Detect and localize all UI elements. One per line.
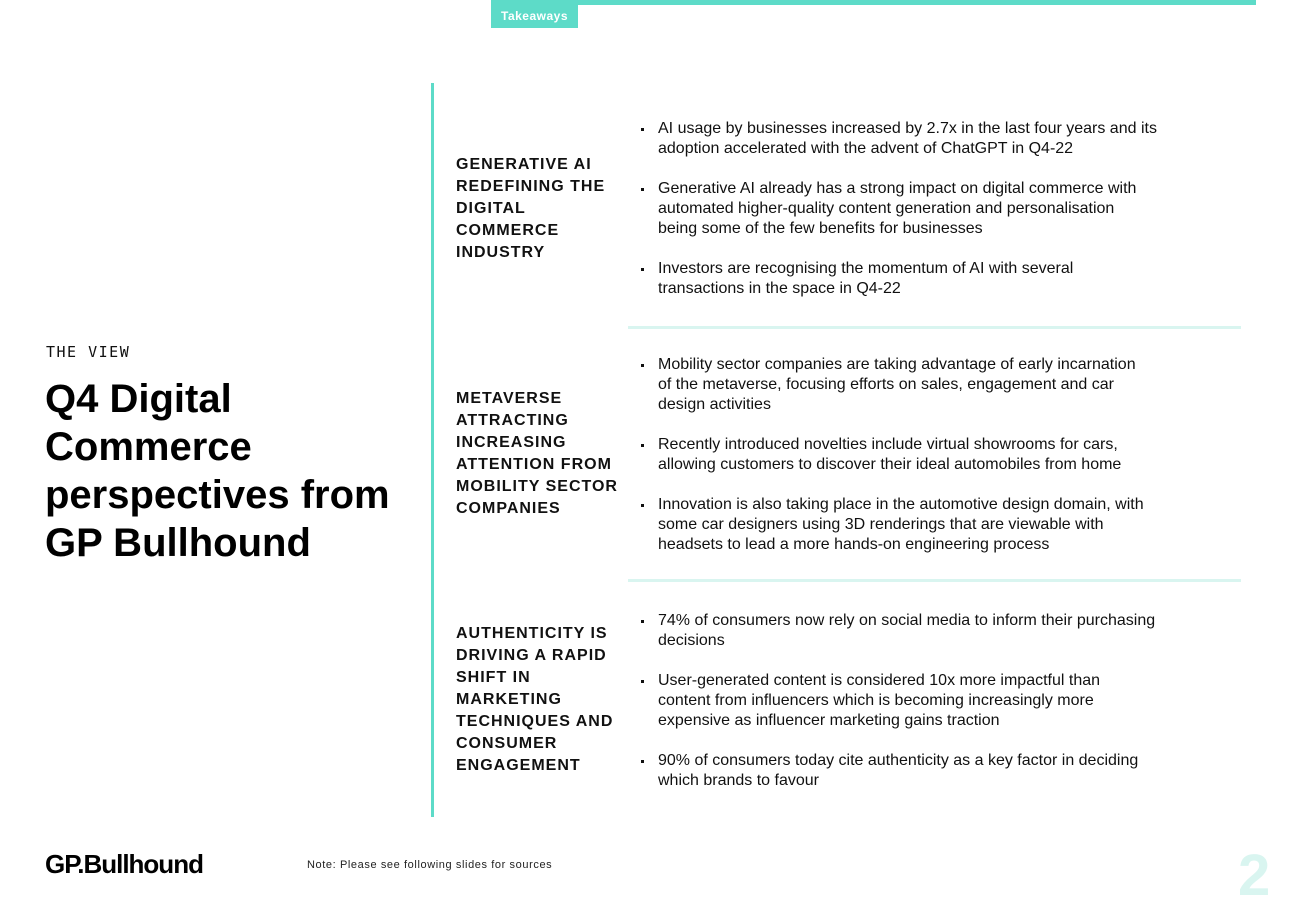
brand-logo: GP.Bullhound [45, 849, 203, 879]
section-title-line: DRIVING A RAPID [456, 647, 607, 664]
section-title-line: CONSUMER [456, 735, 558, 752]
section-divider [628, 579, 1241, 582]
section-divider [628, 326, 1241, 329]
section-title-line: COMMERCE [456, 222, 560, 239]
bullet-list-generative-ai [638, 119, 1228, 319]
section-title-line: INCREASING [456, 434, 567, 451]
section-title-line: ATTENTION FROM [456, 456, 612, 473]
section-title-authenticity [456, 623, 621, 777]
page-title-line: Commerce [45, 425, 252, 469]
top-accent-bar [491, 0, 1256, 5]
section-title-line: DIGITAL [456, 200, 526, 217]
bullet-item: Recently introduced novelties include virtual showrooms for cars, allowing customers to discover their ideal automobiles from home [638, 435, 1228, 475]
bullet-item: Mobility sector companies are taking advantage of early incarnation of the metaverse, focusing efforts on sales, engagement and car design activities [638, 355, 1228, 415]
page-title-line: Q4 Digital [45, 377, 232, 421]
section-title-line: MARKETING [456, 691, 562, 708]
page-title-line: perspectives from [45, 473, 390, 517]
page-number: 2 [1238, 843, 1271, 908]
section-title-line: METAVERSE [456, 390, 563, 407]
kicker-label: THE VIEW [46, 343, 131, 361]
bullet-item: AI usage by businesses increased by 2.7x in the last four years and its adoption accelerated with the advent of ChatGPT in Q4-22 [638, 119, 1228, 159]
bullet-list-metaverse [638, 355, 1228, 575]
section-tag: Takeaways [491, 5, 578, 28]
section-title-line: ATTRACTING [456, 412, 569, 429]
section-title-line: SHIFT IN [456, 669, 531, 686]
section-title-line: GENERATIVE AI [456, 156, 592, 173]
vertical-divider [431, 83, 434, 817]
bullet-item: 74% of consumers now rely on social media to inform their purchasing decisions [638, 611, 1228, 651]
section-title-line: ENGAGEMENT [456, 757, 581, 774]
section-title-line: INDUSTRY [456, 244, 546, 261]
section-title-line: COMPANIES [456, 500, 561, 517]
page-title-line: GP Bullhound [45, 521, 311, 565]
bullet-item: Innovation is also taking place in the automotive design domain, with some car designers using 3D renderings that are viewable with headsets to lead a more hands-on engineering process [638, 495, 1228, 555]
footer-note: Note: Please see following slides for sources [307, 859, 553, 871]
section-title-metaverse [456, 388, 621, 520]
bullet-item: Generative AI already has a strong impact on digital commerce with automated higher-quality content generation and personalisation being some of the few benefits for businesses [638, 179, 1228, 239]
section-title-line: TECHNIQUES AND [456, 713, 614, 730]
section-title-line: AUTHENTICITY IS [456, 625, 608, 642]
bullet-item: User-generated content is considered 10x more impactful than content from influencers which is becoming increasingly more expensive as influencer marketing gains traction [638, 671, 1228, 731]
section-title-line: REDEFINING THE [456, 178, 606, 195]
bullet-item: Investors are recognising the momentum of AI with several transactions in the space in Q4-22 [638, 259, 1228, 299]
bullet-list-authenticity [638, 611, 1228, 811]
page-title [45, 375, 415, 567]
section-title-generative-ai [456, 154, 621, 264]
section-title-line: MOBILITY SECTOR [456, 478, 618, 495]
bullet-item: 90% of consumers today cite authenticity as a key factor in deciding which brands to favour [638, 751, 1228, 791]
